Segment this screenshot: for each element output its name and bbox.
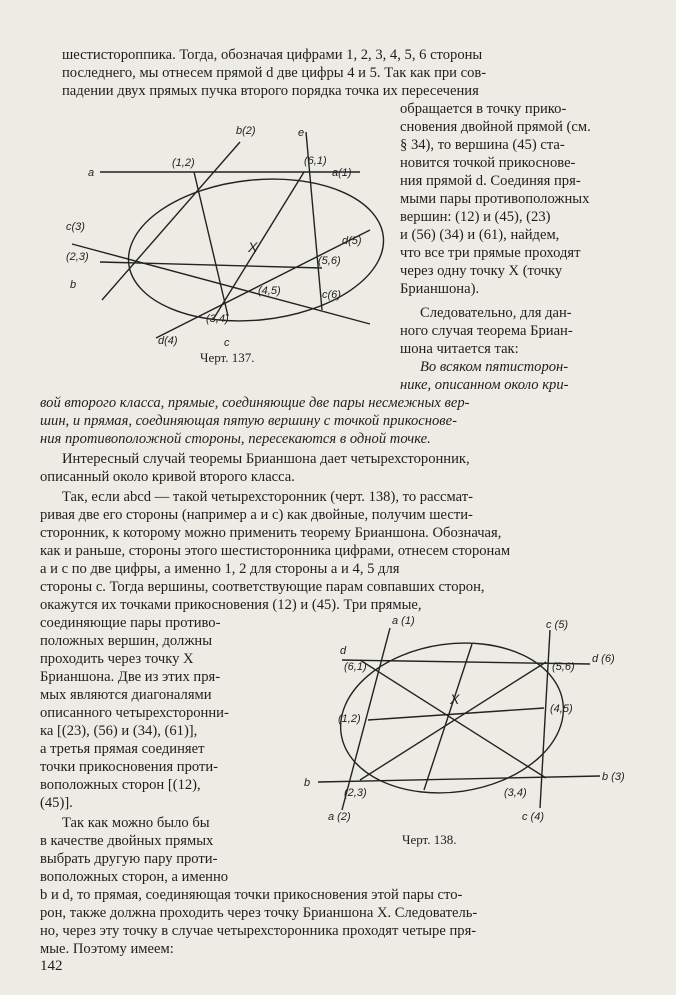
caption-137: Черт. 137. <box>200 350 255 365</box>
text-line-left-5: мых являются диагоналями <box>40 687 212 703</box>
text-line-left-13: в качестве двойных прямых <box>40 833 214 849</box>
text-line-left-4: Брианшона. Две из этих пря- <box>40 669 221 685</box>
text-line-right-5: ния прямой d. Соединяя пря- <box>400 173 581 189</box>
label-b3: b (3) <box>602 771 625 783</box>
text-line-top-1: шестистороппика. Тогда, обозначая цифрами 1, 2, 3, 4, 5, 6 стороны <box>62 47 483 63</box>
text-line-left-6: описанного четырехсторонни- <box>40 705 229 721</box>
label-p12: (1,2) <box>172 157 195 169</box>
text-line-theorem-2: шин, и прямая, соединяющая пятую вершину с точкой прикоснове- <box>40 413 457 429</box>
label-a1: a(1) <box>332 167 352 179</box>
label-d5: d(5) <box>342 235 362 247</box>
text-line-bottom-1: b и d, то прямая, соединяющая точки прикосновения этой пары сто- <box>40 887 463 903</box>
tangent-d <box>156 230 370 338</box>
text-line-right-11: Брианшона). <box>400 281 480 297</box>
label-b: b <box>304 777 311 789</box>
diagonal-12-45 <box>194 172 228 316</box>
text-line-theorem-3: ния противоположной стороны, пересекаются в одной точке. <box>40 431 431 447</box>
label-p23: (2,3) <box>66 251 89 263</box>
label-a: a <box>88 167 95 179</box>
text-line-right-3: § 34), то вершина (45) ста- <box>400 137 565 153</box>
text-line-left-2: положных вершин, должны <box>40 633 213 649</box>
text-line-top-2: последнего, мы отнесем прямой d две цифры 4 и 5. Так как при сов- <box>62 65 487 81</box>
label-c4: c (4) <box>522 811 544 823</box>
text-line-bottom-2: рон, также должна проходить через точку Брианшона X. Следователь- <box>40 905 478 921</box>
label-a2: a (2) <box>328 811 351 823</box>
text-line-right-12: Следовательно, для дан- <box>420 305 572 321</box>
diagonal-56-23 <box>360 662 546 780</box>
label-X-138: X <box>450 691 460 707</box>
text-line-right-14: шона читается так: <box>400 341 519 357</box>
text-line-left-10: воположных сторон [(12), <box>40 777 201 793</box>
text-line-mid-1: Интересный случай теоремы Брианшона дает четырехсторонник, <box>62 451 470 467</box>
label-d4: d(4) <box>158 335 178 347</box>
label-p12: (1,2) <box>338 713 361 725</box>
text-line-mid-2: описанный около кривой второго класса. <box>40 469 295 485</box>
text-line-left-15: воположных сторон, а именно <box>40 869 229 885</box>
label-p34: (3,4) <box>504 787 527 799</box>
label-c3: c(3) <box>66 221 85 233</box>
label-X: X <box>248 239 258 255</box>
text-line-right-6: мыми пары противоположных <box>400 191 590 207</box>
label-d: d <box>340 645 347 657</box>
label-p45: (4,5) <box>550 703 573 715</box>
label-a1: a (1) <box>392 615 415 627</box>
label-p61: (6,1) <box>344 661 367 673</box>
figure-137 <box>60 122 395 367</box>
label-p34: (3,4) <box>206 313 229 325</box>
text-line-mid-4: ривая две его стороны (например a и c) как двойные, получим шести- <box>40 507 473 523</box>
label-p45: (4,5) <box>258 285 281 297</box>
text-line-left-1: соединяющие пары противо- <box>40 615 221 631</box>
label-e: e <box>298 127 305 139</box>
text-line-right-15: Во всяком пятисторон- <box>420 359 569 375</box>
caption-138: Черт. 138. <box>402 832 457 847</box>
text-line-left-7: ка [(23), (56) и (34), (61)], <box>40 723 198 739</box>
text-line-left-12: Так как можно было бы <box>62 815 210 831</box>
text-line-left-8: а третья прямая соединяет <box>40 741 205 757</box>
text-line-left-3: проходить через точку X <box>40 651 194 667</box>
text-line-mid-7: a и c по две цифры, а именно 1, 2 для стороны a и 4, 5 для <box>40 561 400 577</box>
figure-138 <box>300 608 650 830</box>
text-line-right-1: обращается в точку прико- <box>400 101 567 117</box>
text-line-mid-5: сторонник, к которому можно применить теорему Брианшона. Обозначая, <box>40 525 502 541</box>
text-line-top-3: падении двух прямых пучка второго порядка точка их пересечения <box>62 83 479 99</box>
label-c6: c(6) <box>322 289 341 301</box>
label-c5: c (5) <box>546 619 568 631</box>
text-line-mid-3: Так, если abcd — такой четырехсторонник (черт. 138), то рассмат- <box>62 489 473 505</box>
text-line-bottom-3: но, через эту точку в случае четырехсторонника проходят четыре пря- <box>40 923 477 939</box>
text-line-right-7: вершин: (12) и (45), (23) <box>400 209 551 225</box>
text-line-mid-6: как и раньше, стороны этого шестисторонника цифрами, отнесем сторонам <box>40 543 511 559</box>
text-line-mid-9: окажутся их точками прикосновения (12) и (45). Три прямые, <box>40 597 422 613</box>
text-line-right-8: и (56) (34) и (61), найдем, <box>400 227 560 243</box>
text-line-right-16: нике, описанном около кри- <box>400 377 569 393</box>
text-line-theorem-1: вой второго класса, прямые, соединяющие две пары несмежных вер- <box>40 395 470 411</box>
label-b2: b(2) <box>236 125 256 137</box>
label-p61: (6,1) <box>304 155 327 167</box>
label-p23: (2,3) <box>344 787 367 799</box>
line-12-45 <box>368 708 544 720</box>
text-line-bottom-4: мые. Поэтому имеем: <box>40 941 174 957</box>
label-c: c <box>224 337 230 349</box>
text-line-right-2: сновения двойной прямой (см. <box>400 119 591 135</box>
text-line-right-13: ного случая теорема Бриан- <box>400 323 573 339</box>
page-number: 142 <box>40 958 63 974</box>
text-line-left-9: точки прикосновения проти- <box>40 759 219 775</box>
label-b: b <box>70 279 77 291</box>
label-p56: (5,6) <box>552 661 575 673</box>
text-line-right-4: новится точкой прикоснове- <box>400 155 576 171</box>
text-line-right-9: что все три прямые проходят <box>400 245 581 261</box>
label-d6: d (6) <box>592 653 615 665</box>
line-bd-tangency <box>424 644 472 790</box>
text-line-right-10: через одну точку X (точку <box>400 263 563 279</box>
tangent-c-138 <box>540 630 550 808</box>
text-line-left-14: выбрать другую пару проти- <box>40 851 218 867</box>
text-line-mid-8: стороны c. Тогда вершины, соответствующие парам совпавших сторон, <box>40 579 485 595</box>
text-line-left-11: (45)]. <box>40 795 73 811</box>
label-p56: (5,6) <box>318 255 341 267</box>
